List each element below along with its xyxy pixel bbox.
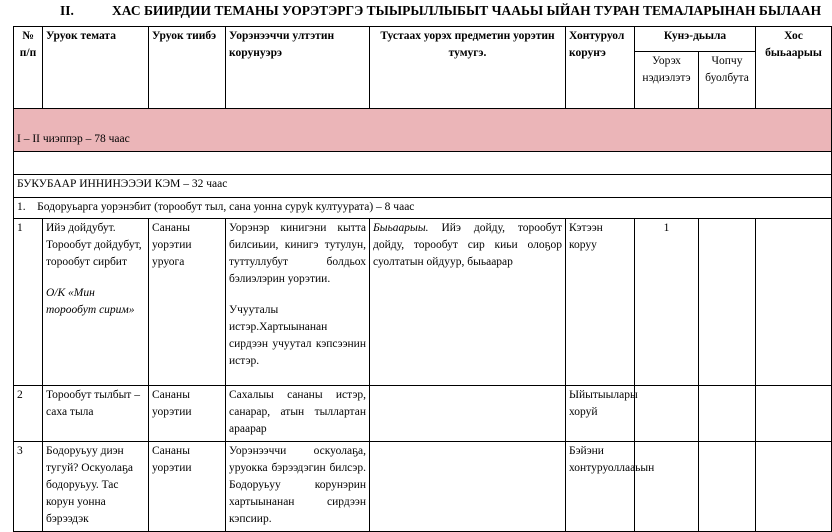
col-date-planned-header: Уорэх нэдиэлэтэ <box>635 52 699 109</box>
row-topic-note <box>46 285 145 319</box>
module-title: БУКУБААР ИННИНЭЭЭИ КЭМ – 32 чаас <box>14 175 832 198</box>
row-num: 3 <box>14 442 43 532</box>
document-heading <box>0 0 822 24</box>
row-topic: Торообут тылбыт – саха тыла <box>43 386 149 442</box>
row-skills <box>226 219 370 386</box>
table-row <box>14 386 832 442</box>
heading-text: ХАС БИИРДИИ ТЕМАНЫ УОРЭТЭРГЭ ТЫЫРЫЛЛЫБЫТ ЧААЬЫ ЫЙАН ТУРАН ТЕМАЛАРЫНАН БЫЛААН <box>112 3 822 18</box>
row-week: 1 <box>635 219 699 386</box>
spacer-cell <box>14 152 832 175</box>
topic-number: 1. <box>17 201 26 213</box>
row-actual <box>699 442 756 532</box>
row-topic <box>43 219 149 386</box>
col-special-header: Хос быьаарыы <box>756 27 832 109</box>
section-title: I – II чиэппэр – 78 чаас <box>14 109 832 152</box>
row-activity-text: Ийэ дойду, торообут дойду, торообут сир киьи олоҕор суолтатын ойдуур, быьаарар <box>373 222 562 268</box>
spacer-row <box>14 152 832 175</box>
row-note <box>756 219 832 386</box>
col-activities-header: Тустаах уорэх предметин уорэтин тумугэ. <box>370 27 566 109</box>
col-dates-header: Кунэ-дьыла <box>635 27 756 52</box>
lesson-plan-table <box>13 26 832 532</box>
topic-text: Бодоруьарга уорэнэбит (торообут тыл, сана уонна суруk култуурата) – 8 чаас <box>37 201 415 213</box>
table-row <box>14 442 832 532</box>
row-activity <box>370 219 566 386</box>
row-topic-note-text: О/К «Мин торообут сирим» <box>46 287 135 316</box>
row-type: Сананы уорэтии уруога <box>149 219 226 386</box>
row-control: Кэтээн коруу <box>566 219 635 386</box>
col-date-actual-header: Чопчу буолбута <box>699 52 756 109</box>
row-week <box>635 386 699 442</box>
col-skills-header: Уорэнээччи ултэтин корунуэрэ <box>226 27 370 109</box>
row-actual <box>699 386 756 442</box>
row-skills-text: Уорэнэр кинигэни кытта билсиьии, кинигэ тутулун, туттуллубут болдьох бэлиэлэрин уорэтии. <box>229 222 366 285</box>
table-row <box>14 219 832 386</box>
row-topic: Бодоруьуу диэн тугуй? Оскуолаҕа бодоруьуу. Тас корун уонна бэрээдэк <box>43 442 149 532</box>
row-activity <box>370 442 566 532</box>
row-control: Бэйэни хонтуруоллааьын <box>566 442 635 532</box>
topic-row <box>14 198 832 219</box>
row-actual <box>699 219 756 386</box>
row-type: Сананы уорэтии <box>149 386 226 442</box>
header-row <box>14 27 832 52</box>
col-num-header: № п/п <box>14 27 43 109</box>
row-type: Сананы уорэтии <box>149 442 226 532</box>
row-topic-text: Ийэ дойдубут. Торообут дойдубут, торообут сирбит <box>46 222 142 268</box>
row-activity-label: Быьаарыы. <box>373 222 429 234</box>
col-lesson-type-header: Уруок тиибэ <box>149 27 226 109</box>
col-lesson-topic-header: Уруок темата <box>43 27 149 109</box>
row-skills-extra: Учууталы истэр.Хартыынанан сирдээн учуутал кэпсээнин истэр. <box>229 304 366 367</box>
row-control: Ыйытыылары хоруй <box>566 386 635 442</box>
row-num: 2 <box>14 386 43 442</box>
topic-title <box>14 198 832 219</box>
row-activity <box>370 386 566 442</box>
col-control-header: Хонтуруол коруҥэ <box>566 27 635 109</box>
row-skills: Сахалыы сананы истэр, санарар, атын тыллартан араарар <box>226 386 370 442</box>
heading-number: II. <box>60 3 74 18</box>
row-note <box>756 442 832 532</box>
row-num: 1 <box>14 219 43 386</box>
row-skills: Уорэнээччи оскуолаҕа, уруокка бэрээдэгин билсэр. Бодоруьуу корунэрин хартыынанан сирдээн кэпсиир. <box>226 442 370 532</box>
module-row <box>14 175 832 198</box>
section-row <box>14 109 832 152</box>
row-note <box>756 386 832 442</box>
row-week <box>635 442 699 532</box>
